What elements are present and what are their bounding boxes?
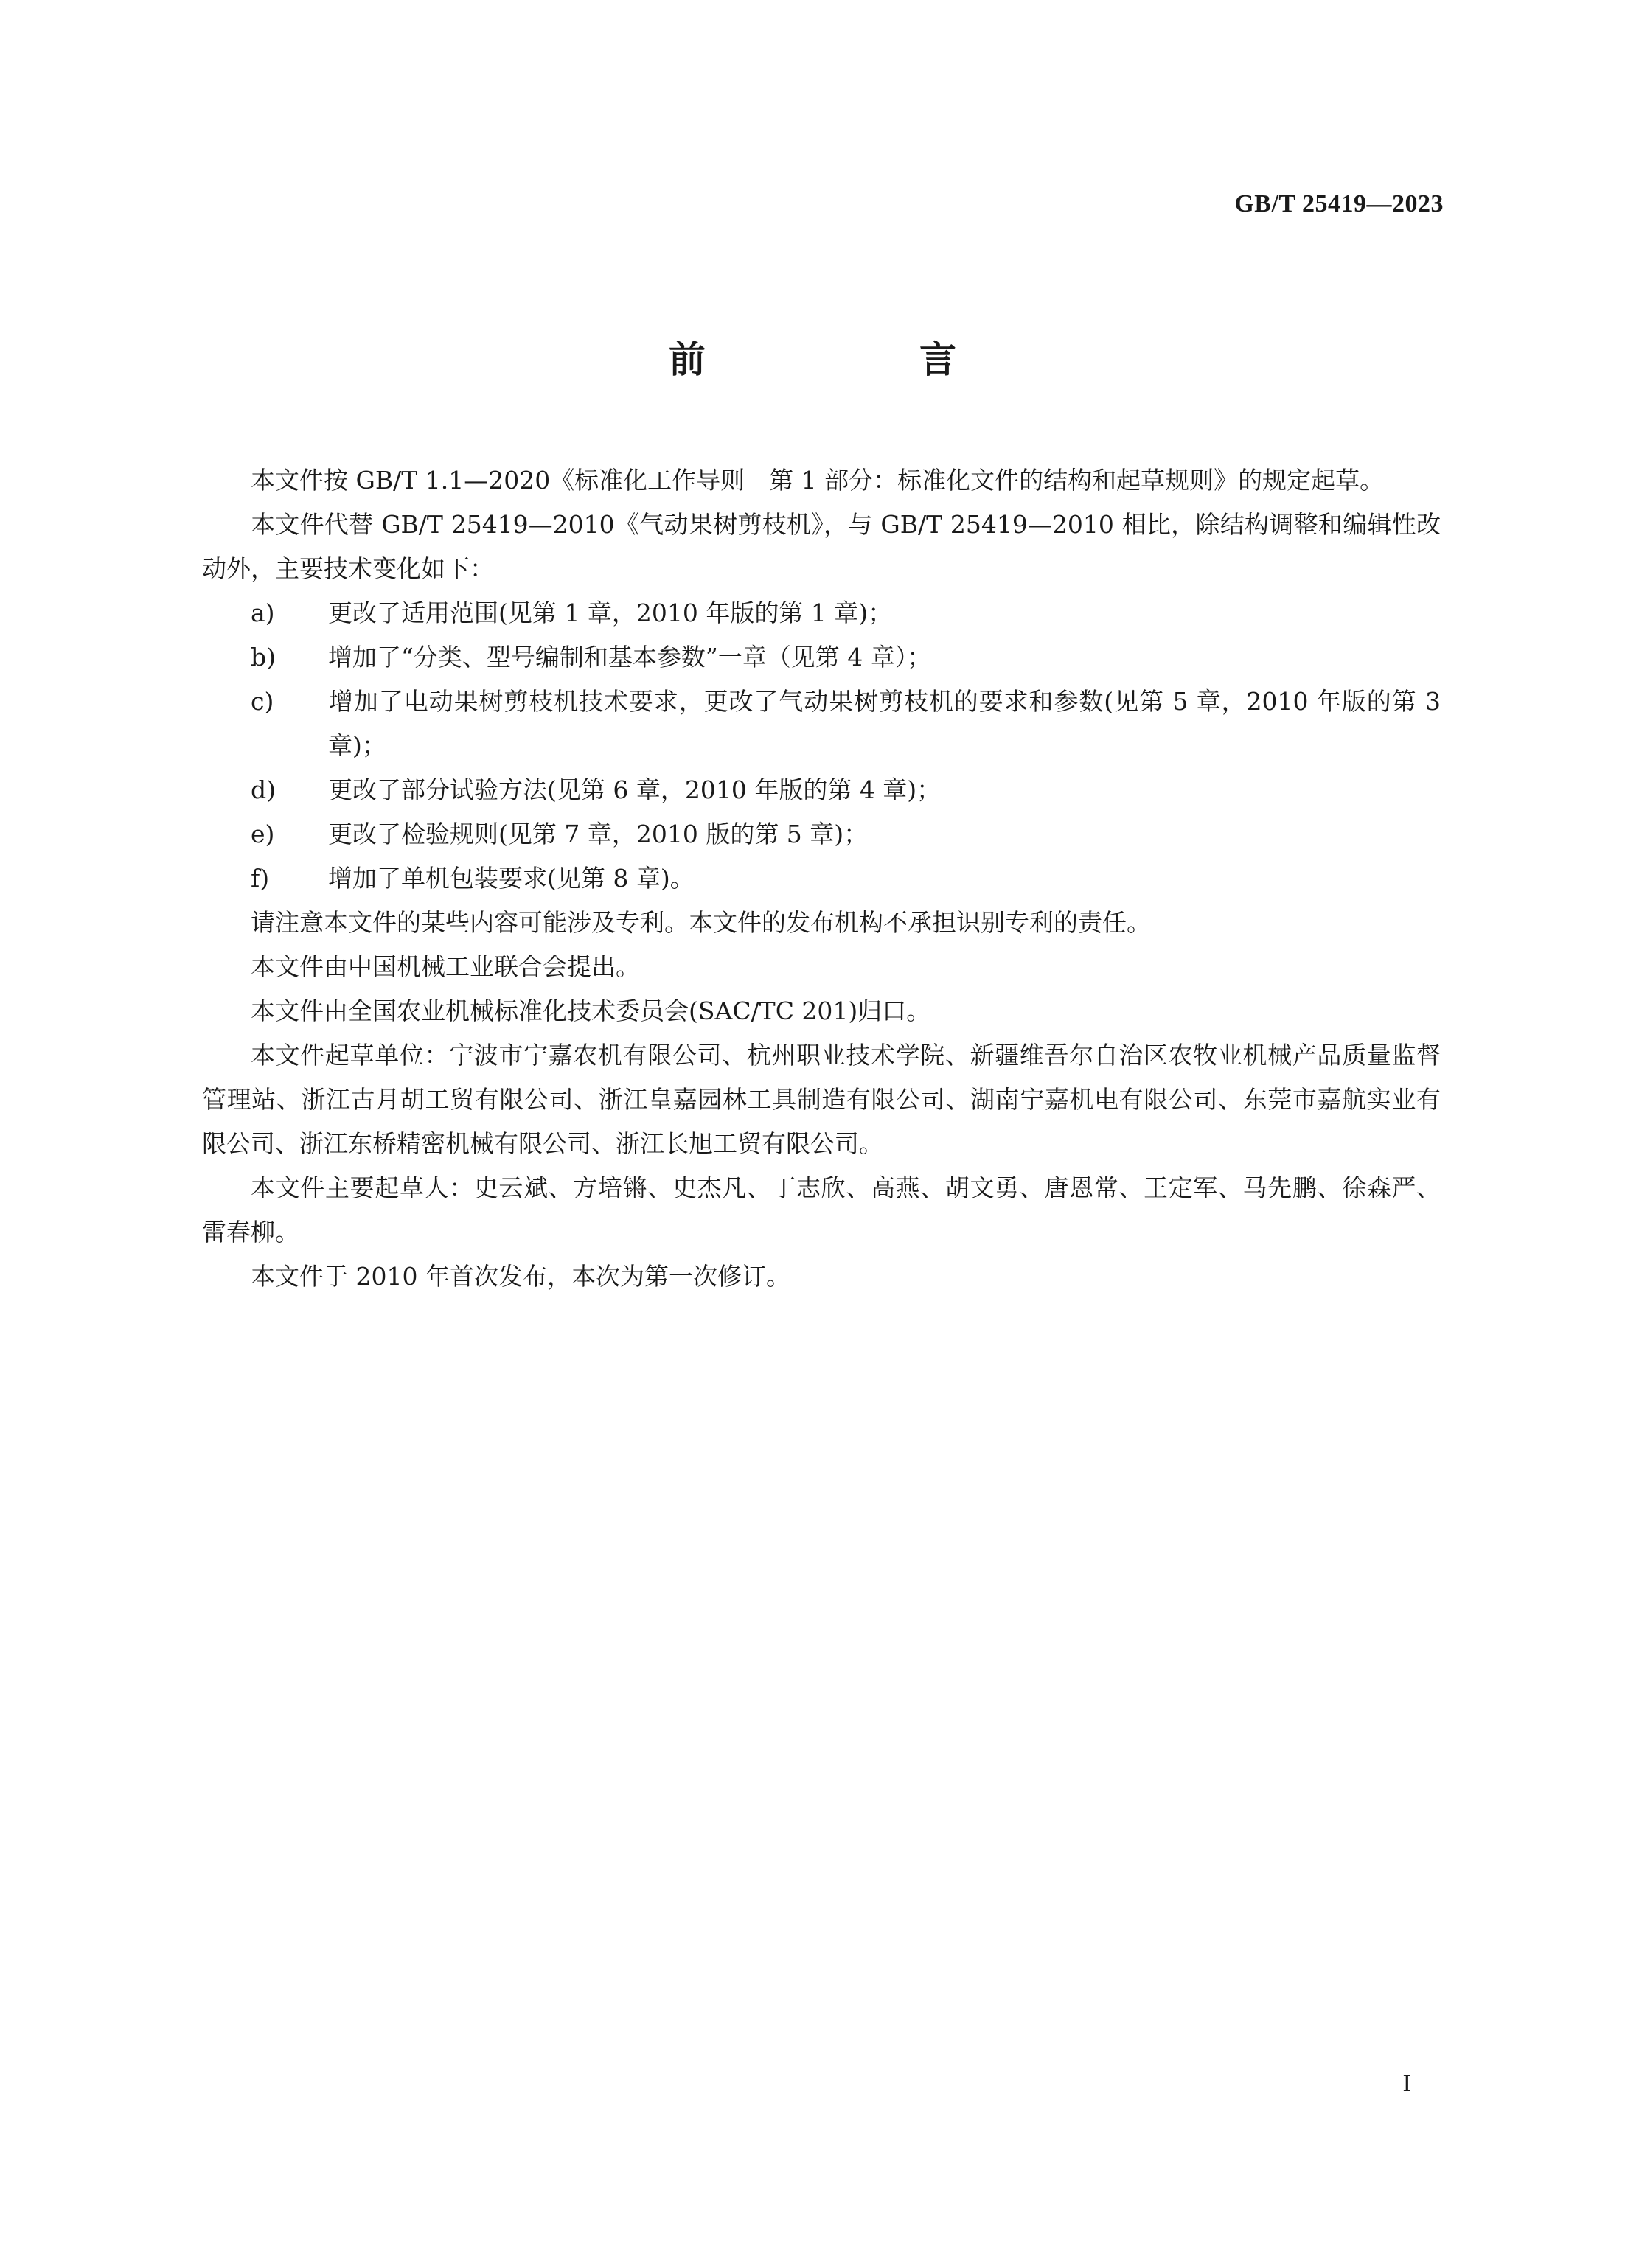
page-title: 前 言 bbox=[669, 338, 1045, 381]
paragraph-committee: 本文件由全国农业机械标准化技术委员会(SAC/TC 201)归口。 bbox=[251, 997, 931, 1025]
change-text: 增加了单机包装要求(见第 8 章)。 bbox=[328, 864, 695, 893]
change-text: 增加了“分类、型号编制和基本参数”一章（见第 4 章）； bbox=[328, 643, 932, 671]
change-text: 更改了检验规则(见第 7 章，2010 版的第 5 章)； bbox=[328, 820, 869, 848]
change-item-a bbox=[251, 591, 1441, 635]
change-item-c bbox=[251, 680, 1441, 768]
preface-body bbox=[202, 458, 1441, 1299]
standard-code: GB/T 25419—2023 bbox=[1234, 190, 1444, 217]
change-marker: d) bbox=[251, 775, 276, 804]
change-marker: f) bbox=[251, 864, 270, 893]
paragraph-drafting-rules: 本文件按 GB/T 1.1—2020《标准化工作导则 第 1 部分：标准化文件的结构和起草规则》的规定起草。 bbox=[251, 466, 1385, 495]
paragraph-drafting-units: 本文件起草单位：宁波市宁嘉农机有限公司、杭州职业技术学院、新疆维吾尔自治区农牧业机械产品质量监督管理站、浙江古月胡工贸有限公司、浙江皇嘉园林工具制造有限公司、湖南宁嘉机电有限公司、东莞市嘉航实业有限公司、浙江东桥精密机械有限公司、浙江长旭工贸有限公司。 bbox=[202, 1041, 1441, 1158]
change-item-f bbox=[251, 856, 1441, 901]
change-marker: c) bbox=[251, 687, 274, 716]
change-item-d bbox=[251, 768, 1441, 812]
page-number: I bbox=[1402, 2070, 1411, 2097]
change-marker: e) bbox=[251, 820, 275, 848]
change-text: 增加了电动果树剪枝机技术要求，更改了气动果树剪枝机的要求和参数(见第 5 章，2010 年版的第 3 章)； bbox=[328, 687, 1441, 760]
paragraph-history: 本文件于 2010 年首次发布，本次为第一次修订。 bbox=[251, 1262, 790, 1291]
change-item-b bbox=[251, 635, 1441, 680]
paragraph-drafters: 本文件主要起草人：史云斌、方培锵、史杰凡、丁志欣、高燕、胡文勇、唐恩常、王定军、马先鹏、徐森严、雷春柳。 bbox=[202, 1173, 1441, 1246]
change-marker: b) bbox=[251, 643, 276, 671]
paragraph-proposer: 本文件由中国机械工业联合会提出。 bbox=[251, 952, 640, 981]
paragraph-replacement: 本文件代替 GB/T 25419—2010《气动果树剪枝机》，与 GB/T 25419—2010 相比，除结构调整和编辑性改动外，主要技术变化如下： bbox=[202, 510, 1441, 583]
change-item-e bbox=[251, 812, 1441, 856]
change-text: 更改了适用范围(见第 1 章，2010 年版的第 1 章)； bbox=[328, 599, 893, 627]
change-text: 更改了部分试验方法(见第 6 章，2010 年版的第 4 章)； bbox=[328, 775, 942, 804]
paragraph-patent-notice: 请注意本文件的某些内容可能涉及专利。本文件的发布机构不承担识别专利的责任。 bbox=[251, 908, 1151, 937]
change-marker: a) bbox=[251, 599, 275, 627]
